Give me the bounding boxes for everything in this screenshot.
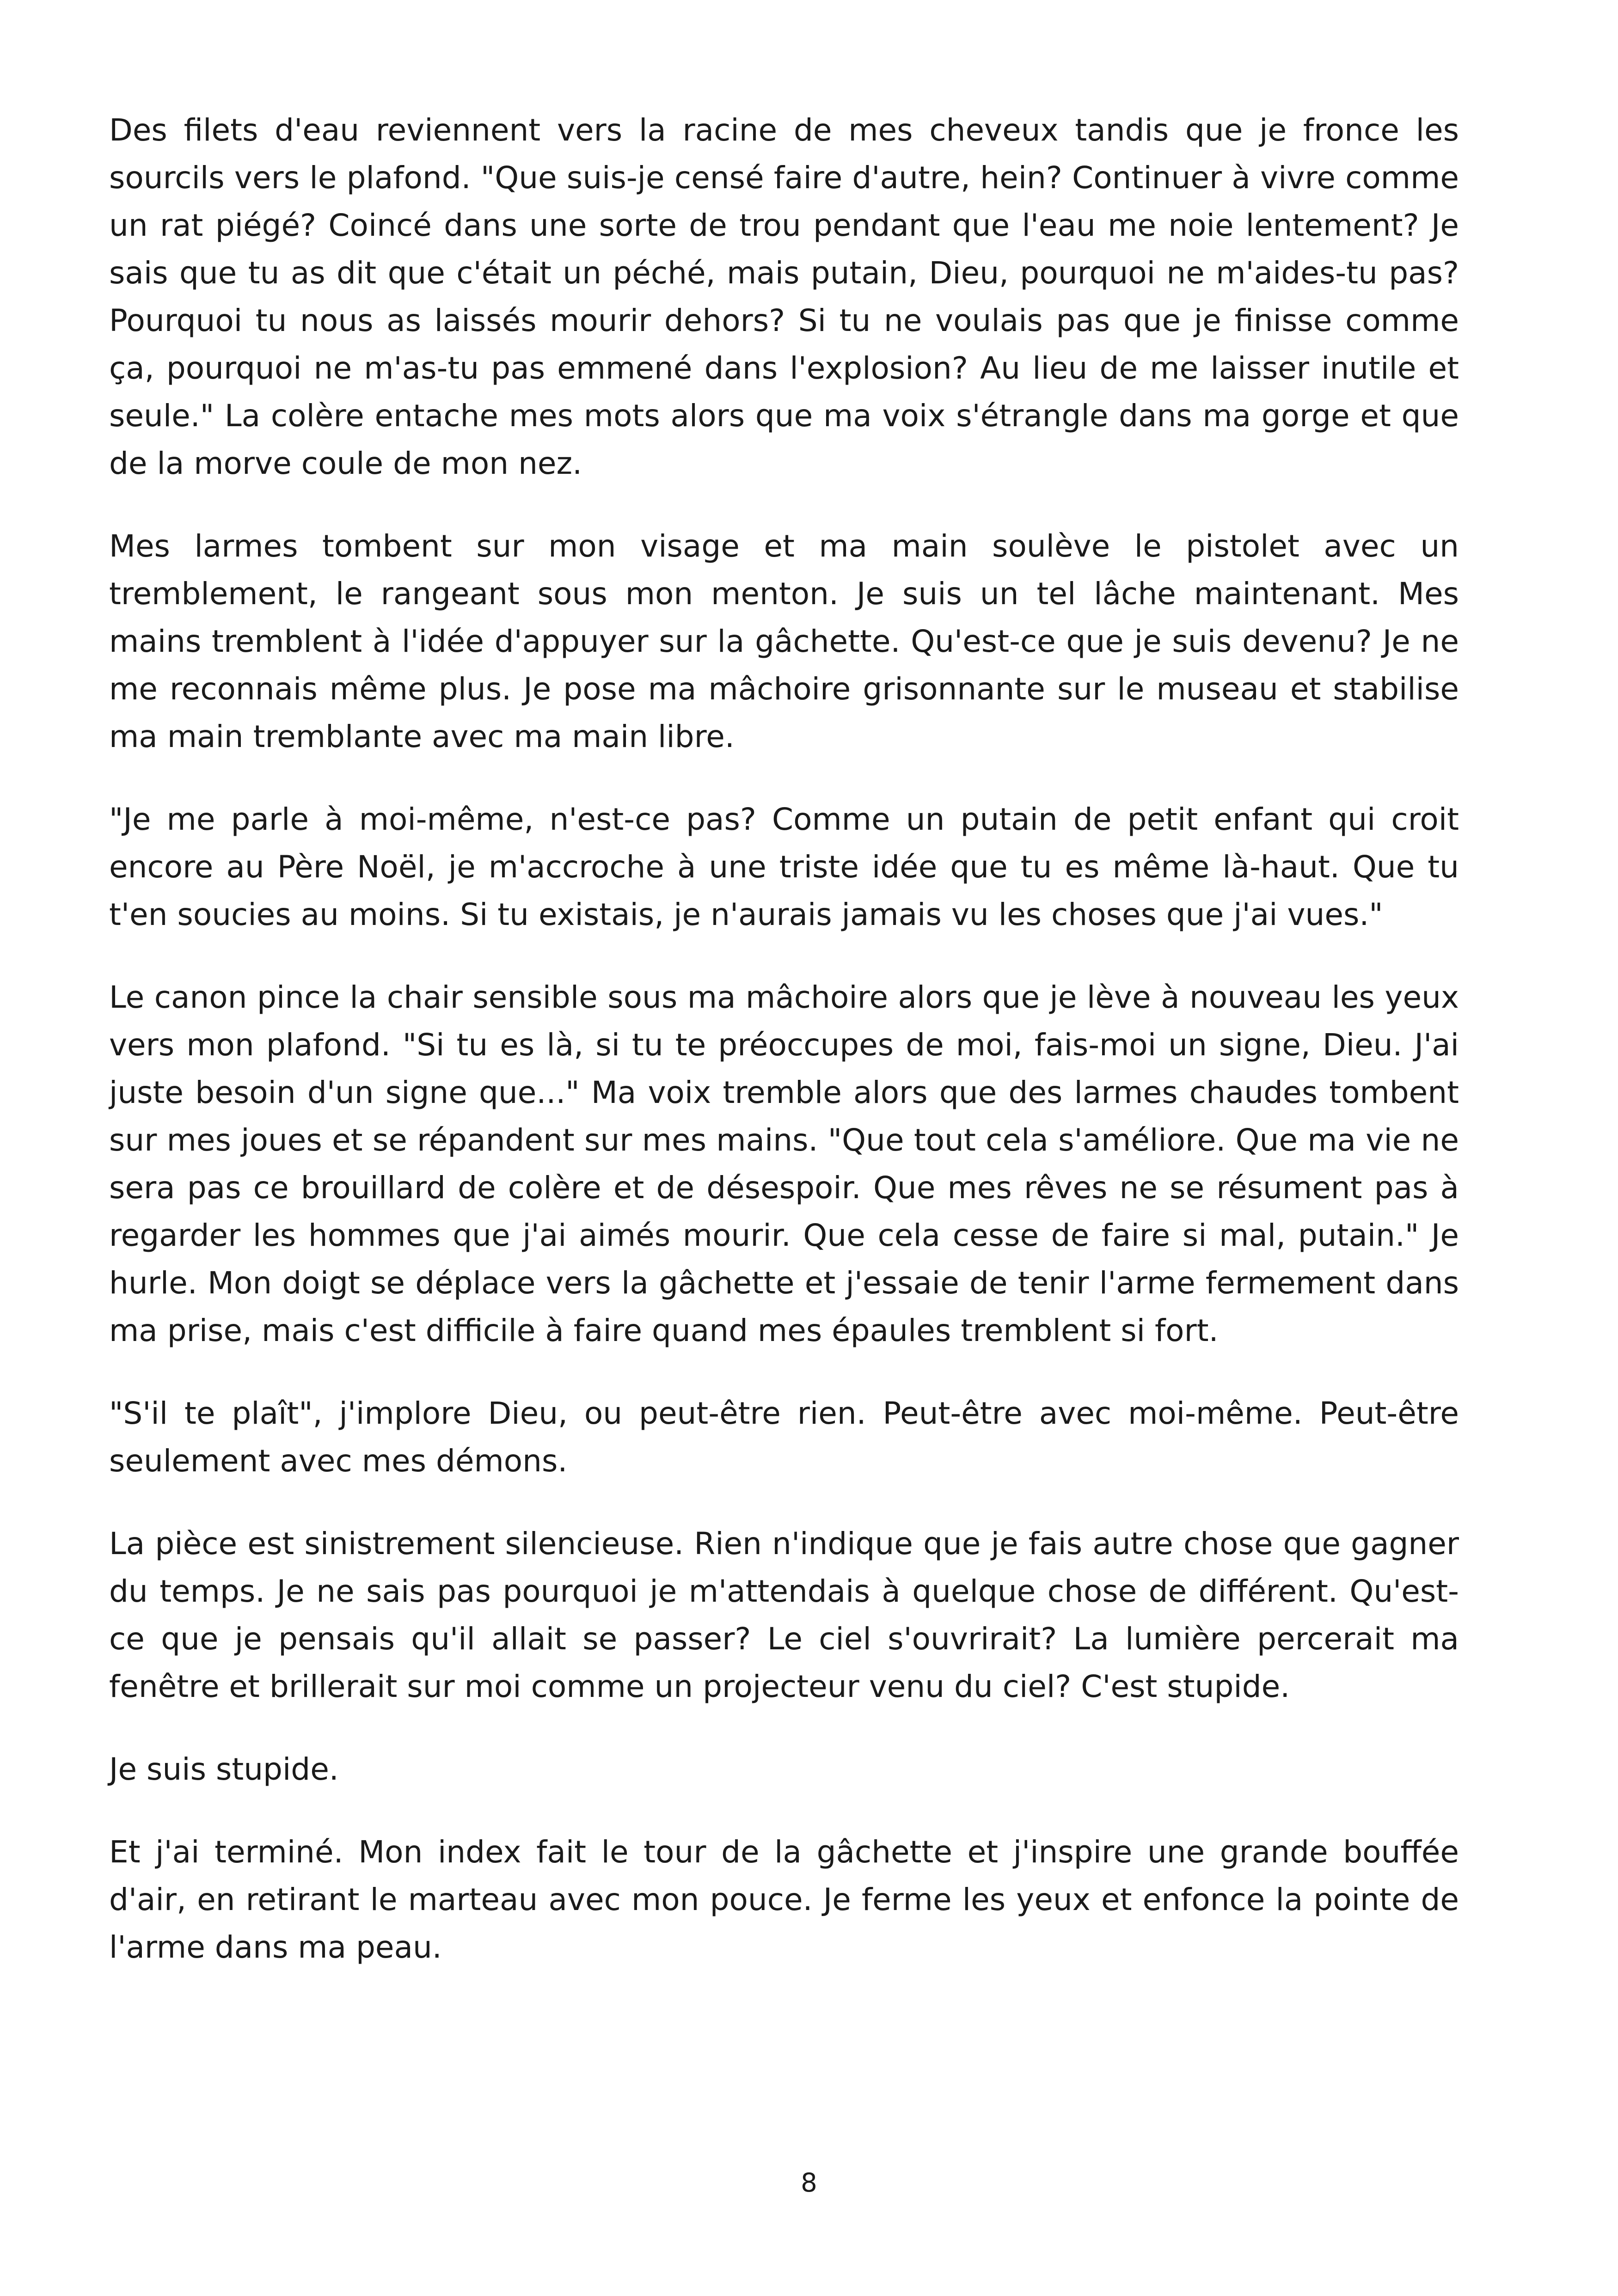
paragraph-2: Mes larmes tombent sur mon visage et ma main soulève le pistolet avec un tremblement, le rangeant sous mon menton. Je suis un tel lâche maintenant. Mes mains tremblent à l'idée d'appuyer sur la gâchette. Qu'est-ce que je suis devenu? Je ne me reconnais même plus. Je pose ma mâchoire grisonnante sur le museau et stabilise ma main tremblante avec ma main libre. bbox=[109, 528, 1459, 754]
body-text bbox=[109, 106, 1459, 2006]
paragraph-7: Je suis stupide. bbox=[109, 1751, 339, 1787]
paragraph-3: "Je me parle à moi-même, n'est-ce pas? Comme un putain de petit enfant qui croit encore au Père Noël, je m'accroche à une triste idée que tu es même là-haut. Que tu t'en soucies au moins. Si tu existais, je n'aurais jamais vu les choses que j'ai vues." bbox=[109, 802, 1459, 932]
paragraph-4: Le canon pince la chair sensible sous ma mâchoire alors que je lève à nouveau les yeux vers mon plafond. "Si tu es là, si tu te préoccupes de moi, fais-moi un signe, Dieu. J'ai juste besoin d'un signe que..." Ma voix tremble alors que des larmes chaudes tombent sur mes joues et se répandent sur mes mains. "Que tout cela s'améliore. Que ma vie ne sera pas ce brouillard de colère et de désespoir. Que mes rêves ne se résument pas à regarder les hommes que j'ai aimés mourir. Que cela cesse de faire si mal, putain." Je hurle. Mon doigt se déplace vers la gâchette et j'essaie de tenir l'arme fermement dans ma prise, mais c'est difficile à faire quand mes épaules tremblent si fort. bbox=[109, 980, 1459, 1348]
paragraph-5: "S'il te plaît", j'implore Dieu, ou peut-être rien. Peut-être avec moi-même. Peut-être seulement avec mes démons. bbox=[109, 1396, 1459, 1479]
paragraph-1: Des filets d'eau reviennent vers la racine de mes cheveux tandis que je fronce les sourcils vers le plafond. "Que suis-je censé faire d'autre, hein? Continuer à vivre comme un rat piégé? Coincé dans une sorte de trou pendant que l'eau me noie lentement? Je sais que tu as dit que c'était un péché, mais putain, Dieu, pourquoi ne m'aides-tu pas? Pourquoi tu nous as laissés mourir dehors? Si tu ne voulais pas que je finisse comme ça, pourquoi ne m'as-tu pas emmené dans l'explosion? Au lieu de me laisser inutile et seule." La colère entache mes mots alors que ma voix s'étrangle dans ma gorge et que de la morve coule de mon nez. bbox=[109, 112, 1459, 481]
paragraph-6: La pièce est sinistrement silencieuse. Rien n'indique que je fais autre chose que gagner du temps. Je ne sais pas pourquoi je m'attendais à quelque chose de différent. Qu'est-ce que je pensais qu'il allait se passer? Le ciel s'ouvrirait? La lumière percerait ma fenêtre et brillerait sur moi comme un projecteur venu du ciel? C'est stupide. bbox=[109, 1526, 1459, 1704]
page-number: 8 bbox=[801, 2168, 817, 2198]
paragraph-8: Et j'ai terminé. Mon index fait le tour de la gâchette et j'inspire une grande bouffée d'air, en retirant le marteau avec mon pouce. Je ferme les yeux et enfonce la pointe de l'arme dans ma peau. bbox=[109, 1834, 1459, 1965]
